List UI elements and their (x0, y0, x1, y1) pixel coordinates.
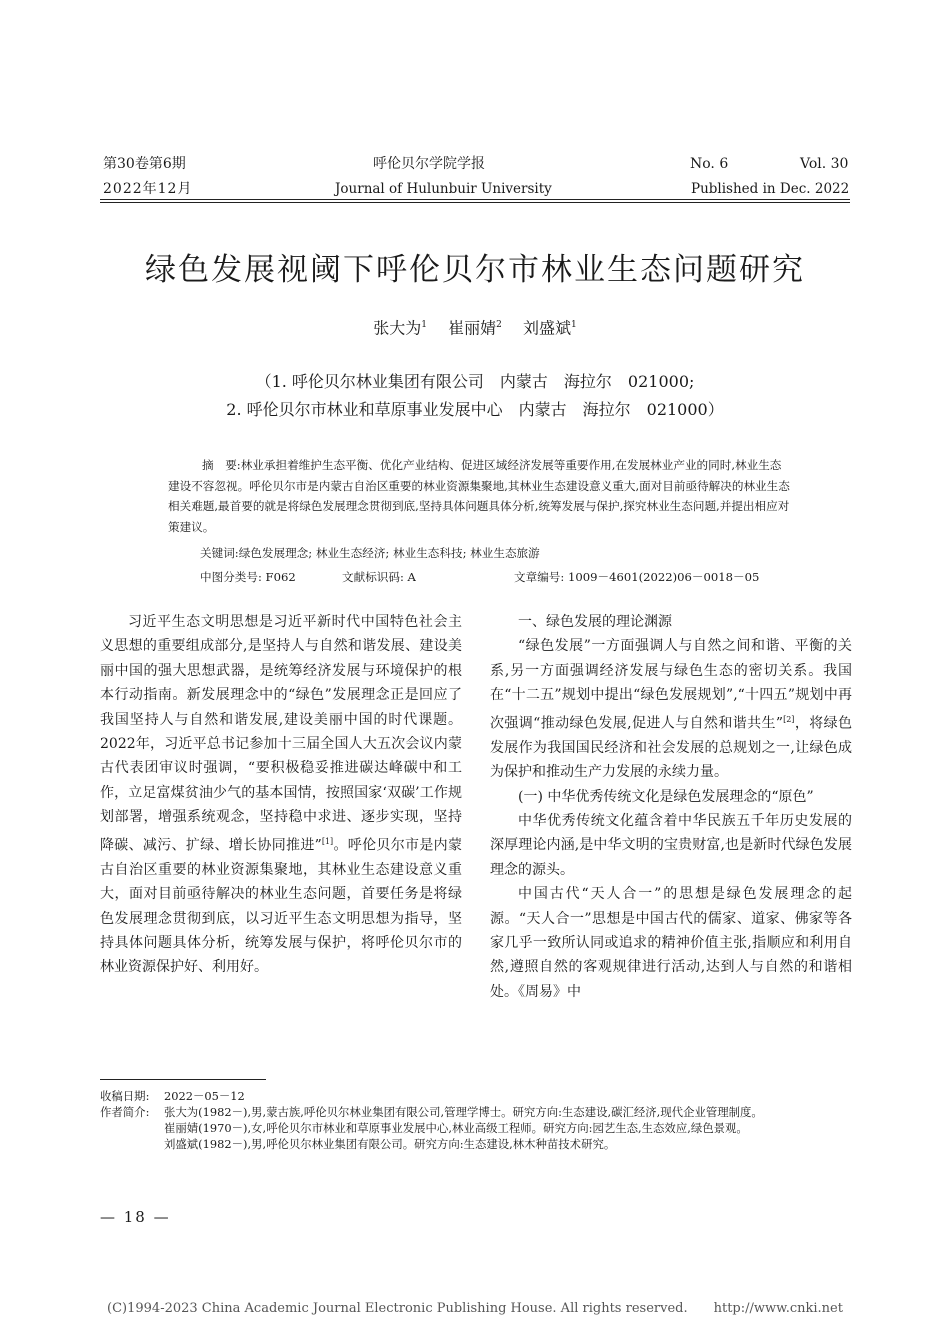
body-paragraph: 中华优秀传统文化蕴含着中华民族五千年历史发展的深厚理论内涵,是中华文明的宝贵财富,也是新时代绿色发展理念的源头。 (490, 812, 852, 878)
keywords-label: 关键词: (200, 546, 239, 560)
right-column (490, 610, 852, 1004)
footnote-rule (100, 1079, 266, 1080)
bio-row (100, 1136, 852, 1152)
intro-text-a: 习近平生态文明思想是习近平新时代中国特色社会主义思想的重要组成部分,是坚持人与自然和谐发展、建设美丽中国的强大思想武器，是统筹经济发展与环境保护的根本行动指南。新发展理念中的“绿色”发展理念正是回应了我国坚持人与自然和谐发展,建设美丽中国的时代课题。2022年，习近平总书记参加十三届全国人大五次会议内蒙古代表团审议时强调，“要积极稳妥推进碳达峰碳中和工作，立足富煤贫油少气的基本国情，按照国家‘双碳’工作规划部署，增强系统观念，坚持稳中求进、逐步实现，坚持降碳、减污、扩绿、增长协同推进” (100, 614, 462, 854)
citation-ref: [2] (783, 714, 795, 724)
affiliation-2: 2. 呼伦贝尔市林业和草原事业发展中心 内蒙古 海拉尔 021000） (226, 400, 724, 419)
header-rule (100, 199, 850, 200)
intro-paragraph (100, 610, 462, 980)
author-bio: 张大为(1982－),男,蒙古族,呼伦贝尔林业集团有限公司,管理学博士。研究方向:生态建设,碳汇经济,现代企业管理制度。 (164, 1105, 763, 1119)
author-name: 刘盛斌 (522, 318, 571, 338)
article-number: 文章编号: 1009－4601(2022)06－0018－05 (514, 570, 760, 584)
copyright-notice: (C)1994-2023 China Academic Journal Electronic Publishing House. All rights reserved. http://www.cnki.net (107, 1301, 843, 1316)
citation-ref: [1] (321, 836, 334, 846)
journal-name-en: Journal of Hulunbuir University (335, 181, 552, 197)
subsection-heading: (一) 中华优秀传统文化是绿色发展理念的“原色” (518, 788, 814, 805)
bio-row (100, 1120, 852, 1136)
body-text-a: “绿色发展”一方面强调人与自然之间和谐、平衡的关系,另一方面强调经济发展与绿色生态的密切关系。我国在“十二五”规划中提出“绿色发展规划”,“十四五”规划中再次强调“推动绿色发展,促进人与自然和谐共生” (490, 638, 852, 732)
keywords (200, 543, 790, 564)
received-date: 2022－05－12 (164, 1089, 245, 1103)
abstract-text: 林业承担着维护生态平衡、优化产业结构、促进区域经济发展等重要作用,在发展林业产业的同时,林业生态建设不容忽视。呼伦贝尔市是内蒙古自治区重要的林业资源集聚地,其林业生态建设意义重大,面对目前亟待解决的林业生态相关难题,最首要的就是将绿色发展理念贯彻到底,坚持具体问题具体分析,统筹发展与保护,探究林业生态问题,并提出相应对策建议。 (168, 458, 790, 534)
document-code: 文献标识码: A (342, 570, 416, 584)
volume-number: Vol. 30 (800, 156, 849, 172)
received-row (100, 1088, 852, 1104)
classification-row (200, 567, 790, 587)
bio-label: 作者简介: (100, 1105, 150, 1119)
published-date: Published in Dec. 2022 (691, 181, 850, 197)
author-list (0, 314, 950, 339)
left-column (100, 610, 462, 980)
keywords-text: 绿色发展理念; 林业生态经济; 林业生态科技; 林业生态旅游 (238, 546, 540, 560)
body-paragraph (490, 634, 852, 784)
abstract-label: 摘 要: (202, 458, 241, 472)
author-affiliation-mark: 1 (421, 320, 428, 330)
author-affiliation-mark: 2 (496, 320, 502, 330)
volume-issue: 第30卷第6期 (103, 156, 186, 172)
author-name: 崔丽婧 (448, 318, 497, 338)
page-number: — 18 — (100, 1208, 171, 1226)
author-bio: 崔丽婧(1970－),女,呼伦贝尔市林业和草原事业发展中心,林业高级工程师。研究方向:园艺生态,生态效应,绿色景观。 (164, 1121, 748, 1135)
intro-text-b: 。呼伦贝尔市是内蒙古自治区重要的林业资源集聚地，其林业生态建设意义重大，面对目前亟待解决的林业生态问题，首要任务是将绿色发展理念贯彻到底，以习近平生态文明思想为指导，坚持具体问题具体分析，统筹发展与保护，将呼伦贝尔市的林业资源保护好、利用好。 (100, 837, 462, 976)
received-label: 收稿日期: (100, 1089, 150, 1103)
bio-row (100, 1104, 852, 1120)
header-rule-2 (100, 202, 850, 203)
issue-number: No. 6 (690, 156, 729, 172)
footnotes (100, 1088, 852, 1152)
section-heading: 一、绿色发展的理论渊源 (518, 614, 672, 630)
body-text-b: ，将绿色发展作为我国国民经济和社会发展的总规划之一,让绿色成为保护和推动生产力发展的永续力量。 (490, 715, 853, 781)
author-name: 张大为 (373, 318, 422, 338)
paper-title: 绿色发展视阈下呼伦贝尔市林业生态问题研究 (145, 252, 805, 288)
author-affiliation-mark: 1 (570, 320, 577, 330)
abstract (168, 455, 792, 537)
affiliation-1: （1. 呼伦贝尔林业集团有限公司 内蒙古 海拉尔 021000; (255, 372, 695, 391)
clc-number: 中图分类号: F062 (200, 570, 296, 584)
body-paragraph: 中国古代“天人合一”的思想是绿色发展理念的起源。“天人合一”思想是中国古代的儒家、道家、佛家等各家几乎一致所认同或追求的精神价值主张,指顺应和利用自然,遵照自然的客观规律进行活动,达到人与自然的和谐相处。《周易》中 (490, 886, 852, 1000)
author-bio: 刘盛斌(1982－),男,呼伦贝尔林业集团有限公司。研究方向:生态建设,林木种苗技术研究。 (164, 1137, 616, 1151)
journal-name-cn: 呼伦贝尔学院学报 (373, 156, 485, 172)
date-cn: 2022年12月 (103, 181, 193, 197)
